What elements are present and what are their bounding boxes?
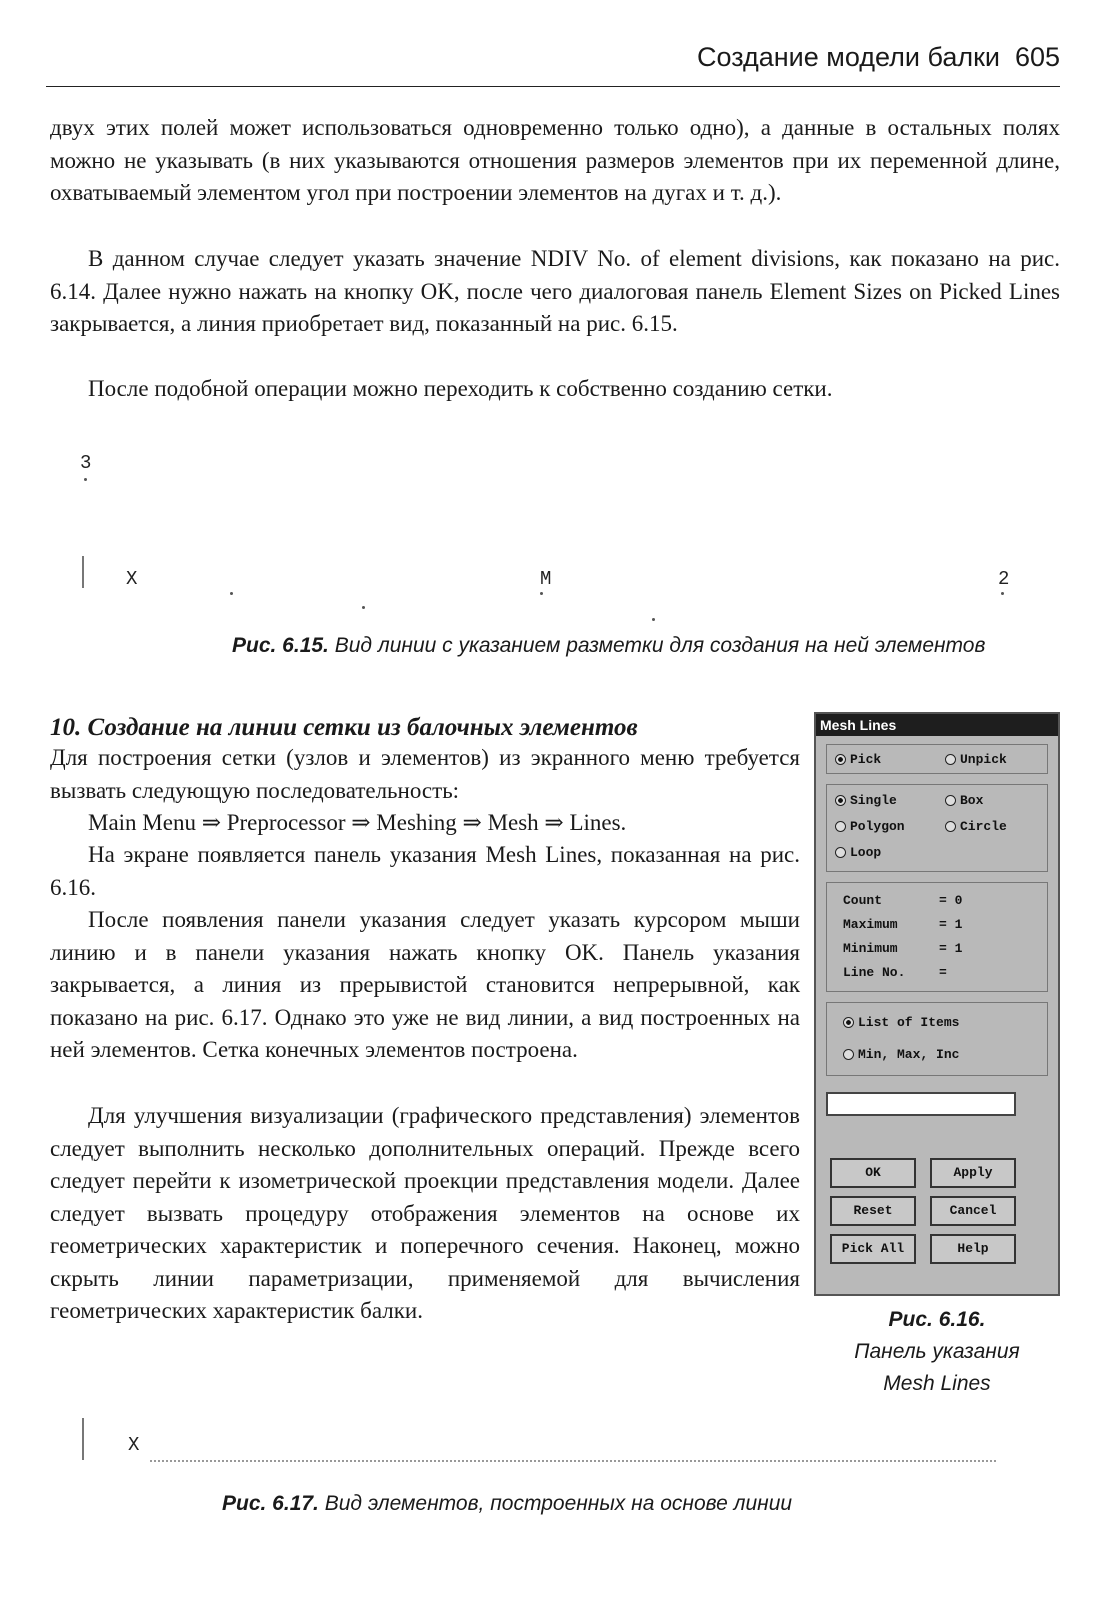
single-radio[interactable]: Single — [835, 793, 897, 808]
ok-button[interactable]: OK — [830, 1158, 916, 1188]
caption-number: Рис. 6.16. — [888, 1308, 986, 1331]
division-marker — [652, 618, 655, 621]
pick-mode-group — [826, 744, 1048, 774]
axis-triad-icon — [82, 1418, 94, 1460]
figure-6-17-caption — [222, 1492, 792, 1516]
maximum-row: Maximum = 1 — [843, 917, 963, 932]
radio-selected-icon — [835, 795, 846, 806]
pick-all-button[interactable]: Pick All — [830, 1234, 916, 1264]
caption-text: Вид линии с указанием разметки для создания на ней элементов — [334, 634, 986, 657]
radio-icon — [945, 821, 956, 832]
section-heading: 10. Создание на линии сетки из балочных элементов — [50, 714, 638, 741]
min-max-inc-radio[interactable]: Min, Max, Inc — [843, 1047, 959, 1062]
element-line — [150, 1460, 996, 1462]
pick-radio[interactable]: Pick — [835, 752, 881, 767]
intro-paragraph-1: двух этих полей может использоваться одновременно только одно), а данные в остальных полях можно не указывать (в них указываются отношения размеров элементов при их переменной длине, охватываемый элементом угол при построении элементов на дугах и т. д.). — [50, 115, 1060, 205]
count-row: Count = 0 — [843, 893, 963, 908]
division-marker — [540, 592, 543, 595]
list-of-items-radio[interactable]: List of Items — [843, 1015, 959, 1030]
help-button[interactable]: Help — [930, 1234, 1016, 1264]
radio-icon — [945, 754, 956, 765]
section-paragraph-1: Для построения сетки (узлов и элементов) из экранного меню требуется вызвать следующую последовательность: — [50, 745, 800, 803]
axis-label-x: X — [128, 1434, 140, 1456]
keypoint-marker — [84, 478, 87, 481]
figure-6-16-caption — [814, 1304, 1060, 1400]
node-label-3: 3 — [80, 452, 92, 474]
section-paragraph-4: После появления панели указания следует указать курсором мыши линию и в панели указания нажать кнопку OK. Панель указания закрывается, а линия из прерывистой становится непрерывной, как показано на рис. 6.17. Однако это уже не вид линии, а вид построенных на ней элементов. Сетка конечных элементов построена. — [50, 907, 800, 1062]
radio-icon — [945, 795, 956, 806]
section-paragraph-5: Для улучшения визуализации (графического представления) элементов следует выполнить несколько дополнительных операций. Прежде всего следует перейти к изометрической проекции представления модели. Далее следует вызвать процедуру отображения элементов на основе их геометрических характеристик и поперечного сечения. Наконец, можно скрыть линии параметризации, применяемой для вычисления геометрических характеристик балки. — [50, 1103, 800, 1323]
radio-selected-icon — [835, 754, 846, 765]
axis-label-x: X — [126, 568, 138, 590]
section-paragraph-2: Main Menu ⇒ Preprocessor ⇒ Meshing ⇒ Mesh ⇒ Lines. — [88, 810, 627, 835]
page-number: 605 — [1014, 42, 1060, 72]
axis-triad-icon — [82, 556, 94, 588]
node-label-2: 2 — [998, 568, 1010, 590]
caption-text: Вид элементов, построенных на основе линии — [324, 1492, 793, 1515]
apply-button[interactable]: Apply — [930, 1158, 1016, 1188]
line-no-row: Line No. = — [843, 965, 947, 980]
box-radio[interactable]: Box — [945, 793, 983, 808]
division-marker — [230, 592, 233, 595]
input-mode-group — [826, 1002, 1048, 1076]
panel-titlebar: Mesh Lines — [816, 714, 1058, 736]
caption-line-1: Панель указания — [854, 1340, 1020, 1363]
item-entry-input[interactable] — [826, 1092, 1016, 1116]
reset-button[interactable]: Reset — [830, 1196, 916, 1226]
radio-selected-icon — [843, 1017, 854, 1028]
circle-radio[interactable]: Circle — [945, 819, 1007, 834]
unpick-radio[interactable]: Unpick — [945, 752, 1007, 767]
pick-info-group — [826, 882, 1048, 992]
loop-radio[interactable]: Loop — [835, 845, 881, 860]
mesh-lines-panel — [814, 712, 1060, 1296]
selection-shape-group — [826, 784, 1048, 872]
keypoint-marker — [1001, 592, 1004, 595]
caption-number: Рис. 6.15. — [232, 634, 329, 657]
section-paragraph-3: На экране появляется панель указания Mesh Lines, показанная на рис. 6.16. — [50, 842, 800, 900]
intro-paragraph-2: В данном случае следует указать значение NDIV No. of element divisions, как показано на рис. 6.14. Далее нужно нажать на кнопку OK, после чего диалоговая панель Element Sizes on Picked Lines закрывается, а линия приобретает вид, показанный на рис. 6.15. — [50, 246, 1060, 336]
running-title: Создание модели балки — [697, 42, 1000, 72]
radio-icon — [835, 847, 846, 858]
mesh-label-m: M — [540, 568, 552, 590]
radio-icon — [835, 821, 846, 832]
running-header — [46, 36, 1060, 87]
figure-6-15-caption — [232, 634, 985, 658]
caption-line-2: Mesh Lines — [883, 1372, 991, 1395]
minimum-row: Minimum = 1 — [843, 941, 963, 956]
intro-paragraph-3: После подобной операции можно переходить к собственно созданию сетки. — [88, 376, 833, 401]
radio-icon — [843, 1049, 854, 1060]
division-marker — [362, 606, 365, 609]
polygon-radio[interactable]: Polygon — [835, 819, 905, 834]
caption-number: Рис. 6.17. — [222, 1492, 319, 1515]
cancel-button[interactable]: Cancel — [930, 1196, 1016, 1226]
